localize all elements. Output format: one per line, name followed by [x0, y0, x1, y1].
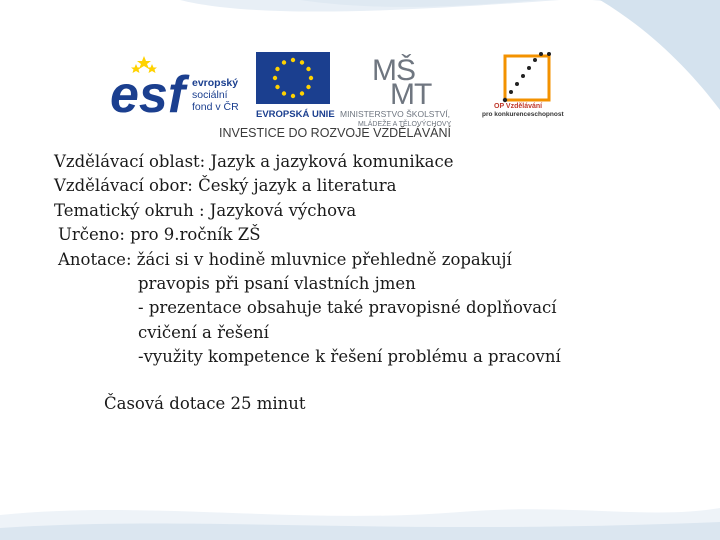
svg-text:MŠ: MŠ — [372, 54, 415, 87]
esf-logo — [110, 56, 239, 124]
msmt-line2: MLÁDEŽE A TĚLOVÝCHOVY — [358, 121, 452, 128]
svg-text:MT: MT — [390, 78, 432, 111]
op-logo — [482, 52, 564, 118]
subject-area: Vzdělávací oblast: Jazyk a jazyková komunikace — [54, 152, 454, 171]
target-grade: Určeno: pro 9.ročník ZŠ — [58, 225, 261, 245]
logo-banner-graphic — [100, 42, 582, 144]
logo-banner — [100, 42, 582, 144]
esf-line3: fond v ČR — [192, 101, 239, 113]
op-line2: pro konkurenceschopnost — [482, 111, 564, 118]
subject-field: Vzdělávací obor: Český jazyk a literatura — [54, 176, 397, 196]
annotation-line4: cvičení a řešení — [138, 322, 269, 342]
esf-line2: sociální — [192, 89, 228, 101]
op-dots — [503, 52, 551, 102]
annotation-line5: -využity kompetence k řešení problému a pracovní — [138, 347, 561, 367]
annotation-line2: pravopis při psaní vlastních jmen — [138, 274, 416, 294]
msmt-line1: MINISTERSTVO ŠKOLSTVÍ, — [340, 109, 451, 119]
annotation-line1: Anotace: žáci si v hodině mluvnice přehledně zopakují — [58, 249, 512, 269]
tagline: INVESTICE DO ROZVOJE VZDĚLÁVÁNÍ — [219, 126, 451, 140]
slide-content — [54, 150, 654, 370]
msmt-logo — [340, 53, 452, 128]
annotation-line3: - prezentace obsahuje také pravopisné doplňovací — [138, 298, 557, 318]
eu-flag-logo — [256, 52, 335, 120]
time-allocation: Časová dotace 25 minut — [104, 394, 306, 413]
eu-label: EVROPSKÁ UNIE — [256, 109, 335, 120]
svg-text:esf: esf — [110, 66, 186, 124]
thematic-area: Tematický okruh : Jazyková výchova — [54, 200, 357, 220]
esf-line1: evropský — [192, 77, 239, 89]
op-line1: OP Vzdělávání — [494, 103, 543, 110]
